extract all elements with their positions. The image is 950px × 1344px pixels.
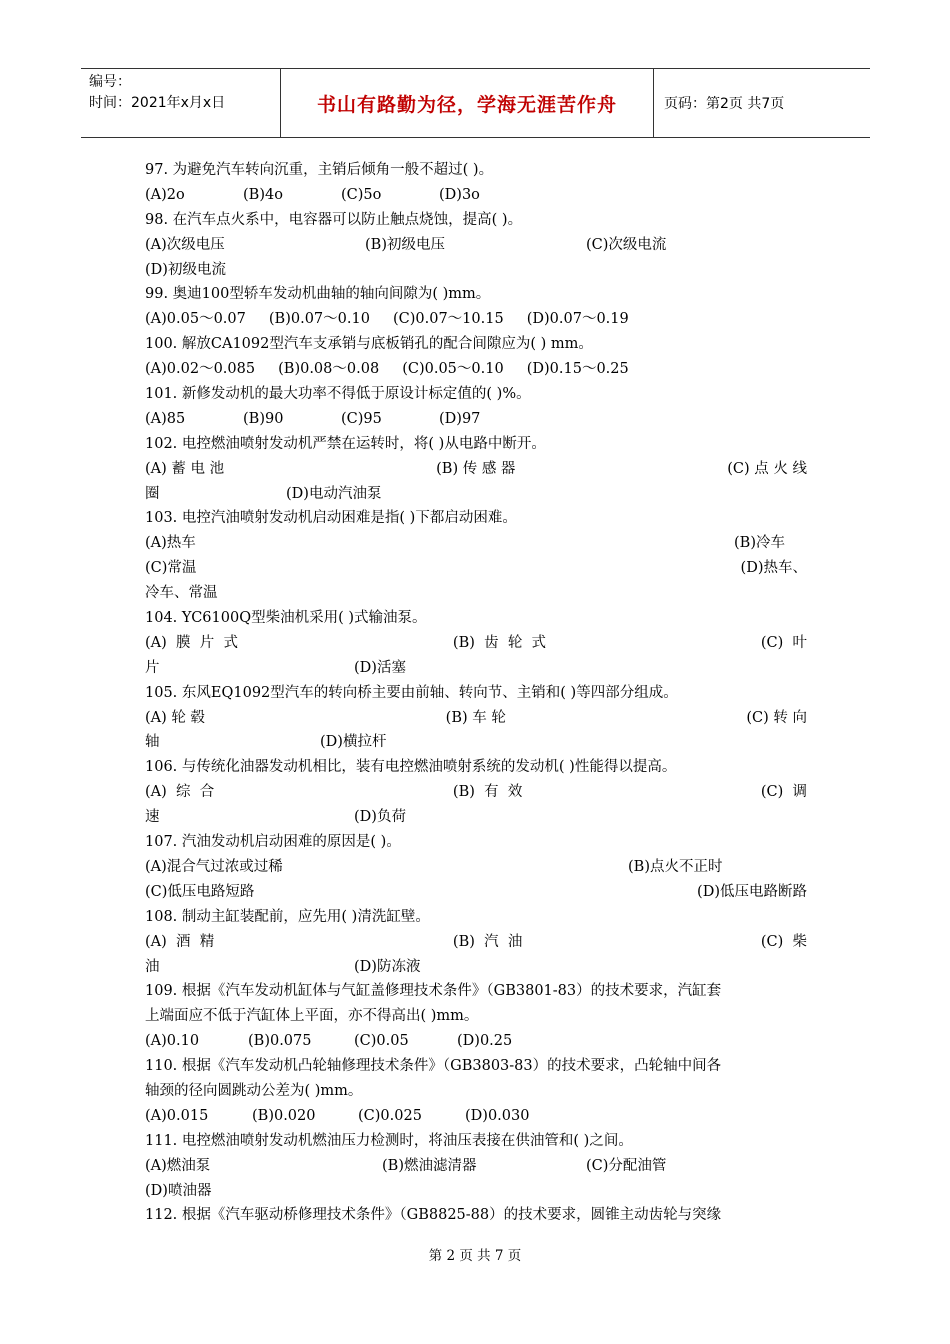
header-motto: 书山有路勤为径，学海无涯苦作舟 <box>281 69 654 137</box>
option: (B)0.075 <box>248 1033 312 1050</box>
options-107 <box>145 855 807 880</box>
option: (C) 调 <box>760 784 807 801</box>
options-106-cont <box>145 805 807 830</box>
option: (B)燃油滤清器 <box>382 1157 477 1174</box>
options-107-b <box>145 880 807 905</box>
option: 圈 <box>145 485 160 502</box>
page-header <box>81 68 870 138</box>
option: (C) 柴 <box>760 933 807 950</box>
option: (C) 转 向 <box>746 709 807 726</box>
option: (B) 汽 油 <box>452 933 523 950</box>
option: (D)电动汽油泵 <box>286 485 382 502</box>
option: (C)5o <box>341 186 382 203</box>
option: (A)混合气过浓或过稀 <box>145 858 283 875</box>
options-102 <box>145 457 807 482</box>
options-98-cont: (D)初级电流 <box>145 261 226 278</box>
option: (D)3o <box>439 186 480 203</box>
page-footer: 第 2 页 共 7 页 <box>428 1248 522 1264</box>
option: (C)0.025 <box>358 1107 422 1124</box>
question-101: 101. 新修发动机的最大功率不得低于原设计标定值的( )%。 <box>145 386 531 403</box>
option: (C)0.05 <box>354 1033 409 1050</box>
option: (D)负荷 <box>354 809 406 826</box>
option: (A) 酒 精 <box>145 933 215 950</box>
option: (D)低压电路断路 <box>697 883 807 900</box>
option: (A) 膜 片 式 <box>145 634 238 651</box>
question-110: 110. 根据《汽车发动机凸轮轴修理技术条件》（GB3803-83）的技术要求，凸轮轴中间各 <box>145 1058 722 1075</box>
option: (C) 叶 <box>760 634 807 651</box>
options-108 <box>145 930 807 955</box>
options-104 <box>145 631 807 656</box>
option: (B)初级电压 <box>365 236 445 253</box>
document-date: 时间：2021年x月x日 <box>89 95 226 111</box>
option: (C)分配油管 <box>586 1157 667 1174</box>
option: (A)燃油泵 <box>145 1157 211 1174</box>
question-104: 104. YC6100Q型柴油机采用( )式输油泵。 <box>145 610 427 627</box>
option: 片 <box>145 659 160 676</box>
option: (A) 轮 毂 <box>145 709 206 726</box>
option: (C) 点 火 线 <box>727 460 807 477</box>
option: (B)冷车 <box>734 535 785 552</box>
question-108: 108. 制动主缸装配前，应先用( )清洗缸壁。 <box>145 908 430 925</box>
option: (A)0.015 <box>145 1107 209 1124</box>
question-98: 98. 在汽车点火系中，电容器可以防止触点烧蚀，提高( )。 <box>145 211 523 228</box>
question-105: 105. 东风EQ1092型汽车的转向桥主要由前轴、转向节、主销和( )等四部分组成。 <box>145 684 678 701</box>
option: (B)0.020 <box>252 1107 316 1124</box>
option: (D)活塞 <box>354 659 406 676</box>
option: (B) 齿 轮 式 <box>452 634 547 651</box>
question-109: 109. 根据《汽车发动机缸体与气缸盖修理技术条件》（GB3801-83）的技术要求，汽缸套 <box>145 983 722 1000</box>
question-list <box>145 158 807 1228</box>
option: (A) 蓄 电 池 <box>145 460 225 477</box>
option: (A) 综 合 <box>145 784 215 801</box>
options-108-cont <box>145 955 807 980</box>
question-107: 107. 汽油发动机启动困难的原因是( )。 <box>145 834 401 851</box>
option: (C)低压电路短路 <box>145 883 255 900</box>
option: (B) 传 感 器 <box>436 460 516 477</box>
question-103: 103. 电控汽油喷射发动机启动困难是指( )下都启动困难。 <box>145 510 517 527</box>
options-100: (A)0.02～0.085 (B)0.08～0.08 (C)0.05～0.10 (D)0.15～0.25 <box>145 361 629 378</box>
options-97 <box>145 183 807 208</box>
option: (D)防冻液 <box>354 958 421 975</box>
question-110-cont: 轴颈的径向圆跳动公差为( )mm。 <box>145 1082 363 1099</box>
options-98 <box>145 233 807 258</box>
option: (B)4o <box>243 186 283 203</box>
document-number-label: 编号： <box>89 74 131 90</box>
header-page-info: 页码：第2页 共7页 <box>664 96 785 112</box>
options-110 <box>145 1104 807 1129</box>
options-103-cont: 冷车、常温 <box>145 585 218 602</box>
options-103-b <box>145 556 807 581</box>
option: (D)横拉杆 <box>320 734 387 751</box>
options-99: (A)0.05～0.07 (B)0.07～0.10 (C)0.07～10.15 (D)0.07～0.19 <box>145 311 629 328</box>
option: (B) 车 轮 <box>445 709 506 726</box>
options-105-cont <box>145 730 807 755</box>
question-100: 100. 解放CA1092型汽车支承销与底板销孔的配合间隙应为( ) mm。 <box>145 336 593 353</box>
options-111-cont: (D)喷油器 <box>145 1182 212 1199</box>
question-99: 99. 奥迪100型轿车发动机曲轴的轴向间隙为( )mm。 <box>145 286 491 303</box>
option: (A)热车 <box>145 535 196 552</box>
option: (A)85 <box>145 410 186 427</box>
option: (A)2o <box>145 186 185 203</box>
question-111: 111. 电控燃油喷射发动机燃油压力检测时，将油压表接在供油管和( )之间。 <box>145 1132 633 1149</box>
options-106 <box>145 780 807 805</box>
option: (A)0.10 <box>145 1033 200 1050</box>
option: (C)次级电流 <box>586 236 667 253</box>
options-103 <box>145 531 807 556</box>
option: (B)点火不正时 <box>628 858 723 875</box>
option: (B) 有 效 <box>452 784 523 801</box>
question-106: 106. 与传统化油器发动机相比，装有电控燃油喷射系统的发动机( )性能得以提高。 <box>145 759 677 776</box>
option: (D)0.25 <box>457 1033 513 1050</box>
option: (C)常温 <box>145 560 197 577</box>
options-105 <box>145 706 807 731</box>
option: (D)0.030 <box>465 1107 530 1124</box>
option: (B)90 <box>243 410 284 427</box>
option: (A)次级电压 <box>145 236 225 253</box>
options-111 <box>145 1154 807 1179</box>
header-meta <box>81 69 281 137</box>
option: 油 <box>145 958 160 975</box>
question-102: 102. 电控燃油喷射发动机严禁在运转时，将( )从电路中断开。 <box>145 435 546 452</box>
options-109 <box>145 1029 807 1054</box>
option: 轴 <box>145 734 160 751</box>
option: 速 <box>145 809 160 826</box>
option: (D)热车、 <box>740 560 807 577</box>
option: (C)95 <box>341 410 382 427</box>
options-101 <box>145 407 807 432</box>
options-104-cont <box>145 656 807 681</box>
question-112: 112. 根据《汽车驱动桥修理技术条件》（GB8825-88）的技术要求，圆锥主动齿轮与突缘 <box>145 1207 722 1224</box>
option: (D)97 <box>439 410 481 427</box>
question-109-cont: 上端面应不低于汽缸体上平面，亦不得高出( )mm。 <box>145 1008 479 1025</box>
question-97: 97. 为避免汽车转向沉重，主销后倾角一般不超过( )。 <box>145 162 494 178</box>
options-102-cont <box>145 482 807 507</box>
